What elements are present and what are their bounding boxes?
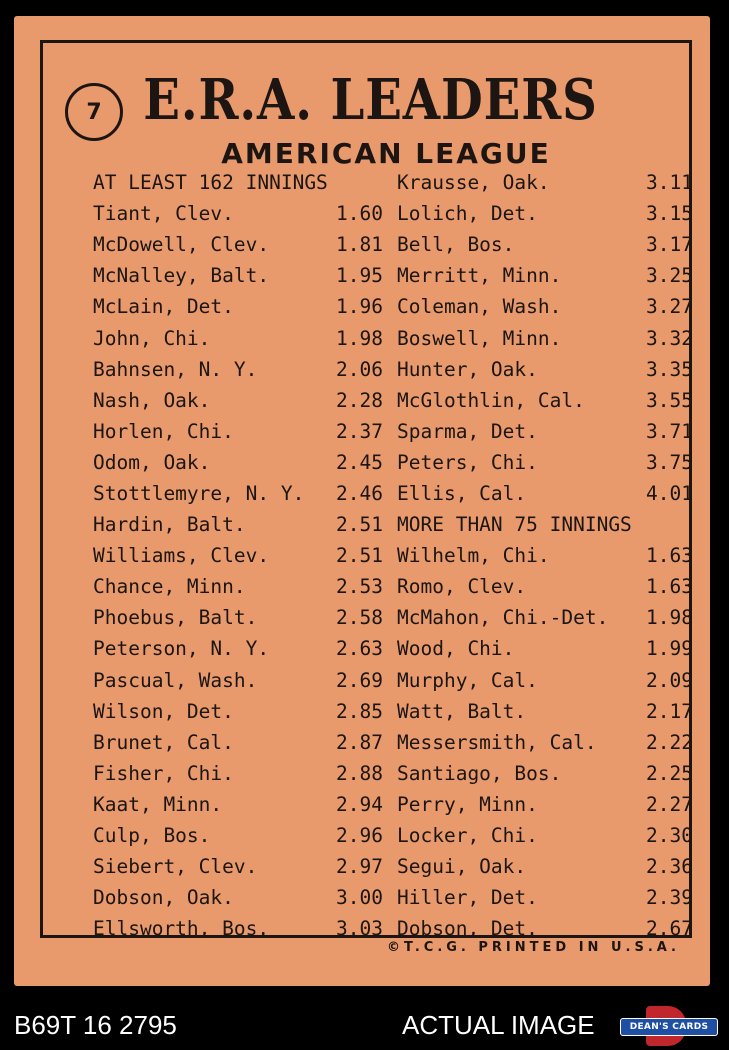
pitcher-name: Romo, Clev. bbox=[397, 575, 527, 599]
era-value: 1.95 bbox=[336, 264, 383, 288]
era-value: 2.69 bbox=[336, 668, 383, 692]
pitcher-era-row bbox=[93, 882, 383, 913]
pitcher-name: Wilson, Det. bbox=[93, 699, 234, 723]
pitcher-era-row bbox=[93, 198, 383, 229]
pitcher-era-row bbox=[93, 851, 383, 882]
pitcher-name: Santiago, Bos. bbox=[397, 761, 562, 785]
pitcher-era-row bbox=[397, 291, 693, 322]
era-value: 2.51 bbox=[336, 544, 383, 568]
pitcher-era-row bbox=[93, 229, 383, 260]
pitcher-name: Dobson, Det. bbox=[397, 917, 538, 941]
era-value: 3.11 bbox=[646, 171, 693, 195]
era-value: 2.88 bbox=[336, 761, 383, 785]
era-value: 2.45 bbox=[336, 450, 383, 474]
pitcher-name: Messersmith, Cal. bbox=[397, 730, 597, 754]
era-value: 2.85 bbox=[336, 699, 383, 723]
deans-cards-logo bbox=[620, 1006, 716, 1046]
pitcher-era-row bbox=[93, 913, 383, 944]
pitcher-name: Hiller, Det. bbox=[397, 886, 538, 910]
pitcher-era-row bbox=[397, 416, 693, 447]
era-value: 3.15 bbox=[646, 202, 693, 226]
pitcher-era-row bbox=[93, 665, 383, 696]
card-title: E.R.A. LEADERS bbox=[143, 67, 598, 133]
era-value: 2.27 bbox=[646, 792, 693, 816]
era-value: 3.55 bbox=[646, 388, 693, 412]
pitcher-era-row bbox=[93, 571, 383, 602]
era-value: 2.87 bbox=[336, 730, 383, 754]
league-subtitle: AMERICAN LEAGUE bbox=[221, 137, 551, 170]
pitcher-name: Tiant, Clev. bbox=[93, 202, 234, 226]
pitcher-era-row bbox=[397, 540, 693, 571]
pitcher-era-row bbox=[397, 447, 693, 478]
logo-wordmark: DEAN'S CARDS bbox=[620, 1018, 718, 1036]
pitcher-era-row bbox=[93, 820, 383, 851]
pitcher-era-row bbox=[397, 602, 693, 633]
pitcher-name: Siebert, Clev. bbox=[93, 855, 258, 879]
pitcher-era-row bbox=[93, 322, 383, 353]
era-value: 1.60 bbox=[336, 202, 383, 226]
era-value: 2.58 bbox=[336, 606, 383, 630]
pitcher-name: Peterson, N. Y. bbox=[93, 637, 270, 661]
pitcher-name: Ellis, Cal. bbox=[397, 481, 527, 505]
card-border-frame bbox=[40, 40, 693, 941]
pitcher-name: Horlen, Chi. bbox=[93, 419, 234, 443]
era-value: 1.63 bbox=[646, 544, 693, 568]
pitcher-name: Segui, Oak. bbox=[397, 855, 527, 879]
pitcher-name: Hardin, Balt. bbox=[93, 513, 246, 537]
pitcher-era-row bbox=[397, 385, 693, 416]
pitcher-name: Ellsworth, Bos. bbox=[93, 917, 270, 941]
era-value: 1.98 bbox=[336, 326, 383, 350]
pitcher-name: Merritt, Minn. bbox=[397, 264, 562, 288]
pitcher-era-row bbox=[397, 167, 693, 198]
era-value: 2.53 bbox=[336, 575, 383, 599]
pitcher-era-row bbox=[93, 727, 383, 758]
left-stats-column bbox=[93, 167, 383, 944]
pitcher-era-row bbox=[93, 696, 383, 727]
era-value: 2.30 bbox=[646, 824, 693, 848]
era-value: 2.97 bbox=[336, 855, 383, 879]
pitcher-name: Wood, Chi. bbox=[397, 637, 515, 661]
pitcher-name: Fisher, Chi. bbox=[93, 761, 234, 785]
pitcher-name: Lolich, Det. bbox=[397, 202, 538, 226]
card-code-label: B69T 16 2795 bbox=[14, 1010, 177, 1040]
section-header-162-innings: AT LEAST 162 INNINGS bbox=[93, 171, 328, 195]
pitcher-name: McGlothlin, Cal. bbox=[397, 388, 585, 412]
pitcher-era-row bbox=[397, 851, 693, 882]
pitcher-era-row bbox=[397, 260, 693, 291]
pitcher-era-row bbox=[93, 758, 383, 789]
pitcher-name: Bahnsen, N. Y. bbox=[93, 357, 258, 381]
section-header-75-innings: MORE THAN 75 INNINGS bbox=[397, 513, 632, 537]
actual-image-label: ACTUAL IMAGE bbox=[402, 1010, 595, 1040]
pitcher-era-row bbox=[93, 478, 383, 509]
pitcher-name: Culp, Bos. bbox=[93, 824, 211, 848]
pitcher-name: Odom, Oak. bbox=[93, 450, 211, 474]
pitcher-era-row bbox=[93, 354, 383, 385]
pitcher-era-row bbox=[397, 758, 693, 789]
pitcher-era-row bbox=[93, 385, 383, 416]
pitcher-name: Locker, Chi. bbox=[397, 824, 538, 848]
era-value: 3.27 bbox=[646, 295, 693, 319]
pitcher-era-row bbox=[93, 509, 383, 540]
pitcher-era-row bbox=[397, 727, 693, 758]
pitcher-era-row bbox=[397, 633, 693, 664]
pitcher-era-row bbox=[397, 229, 693, 260]
era-value: 3.03 bbox=[336, 917, 383, 941]
era-value: 2.09 bbox=[646, 668, 693, 692]
era-value: 4.01 bbox=[646, 481, 693, 505]
pitcher-name: Coleman, Wash. bbox=[397, 295, 562, 319]
pitcher-name: John, Chi. bbox=[93, 326, 211, 350]
pitcher-name: Pascual, Wash. bbox=[93, 668, 258, 692]
pitcher-name: Brunet, Cal. bbox=[93, 730, 234, 754]
pitcher-name: McNalley, Balt. bbox=[93, 264, 270, 288]
pitcher-era-row bbox=[93, 416, 383, 447]
pitcher-name: Wilhelm, Chi. bbox=[397, 544, 550, 568]
era-value: 1.99 bbox=[646, 637, 693, 661]
copyright-line: ©T.C.G. PRINTED IN U.S.A. bbox=[386, 940, 680, 955]
pitcher-name: Hunter, Oak. bbox=[397, 357, 538, 381]
pitcher-name: Kaat, Minn. bbox=[93, 792, 223, 816]
pitcher-era-row bbox=[397, 198, 693, 229]
pitcher-era-row bbox=[397, 354, 693, 385]
pitcher-name: McLain, Det. bbox=[93, 295, 234, 319]
pitcher-name: Phoebus, Balt. bbox=[93, 606, 258, 630]
era-value: 2.37 bbox=[336, 419, 383, 443]
era-value: 3.25 bbox=[646, 264, 693, 288]
era-value: 2.67 bbox=[646, 917, 693, 941]
pitcher-name: Perry, Minn. bbox=[397, 792, 538, 816]
era-value: 3.00 bbox=[336, 886, 383, 910]
era-value: 3.17 bbox=[646, 233, 693, 257]
pitcher-era-row bbox=[397, 696, 693, 727]
pitcher-name: Boswell, Minn. bbox=[397, 326, 562, 350]
pitcher-name: McMahon, Chi.-Det. bbox=[397, 606, 609, 630]
pitcher-name: Sparma, Det. bbox=[397, 419, 538, 443]
pitcher-era-row bbox=[397, 665, 693, 696]
pitcher-era-row bbox=[93, 789, 383, 820]
pitcher-name: Murphy, Cal. bbox=[397, 668, 538, 692]
pitcher-name: Chance, Minn. bbox=[93, 575, 246, 599]
era-value: 3.35 bbox=[646, 357, 693, 381]
pitcher-era-row bbox=[397, 322, 693, 353]
pitcher-name: Williams, Clev. bbox=[93, 544, 270, 568]
era-value: 1.96 bbox=[336, 295, 383, 319]
era-value: 1.63 bbox=[646, 575, 693, 599]
pitcher-era-row bbox=[93, 291, 383, 322]
pitcher-name: Watt, Balt. bbox=[397, 699, 527, 723]
era-value: 2.39 bbox=[646, 886, 693, 910]
era-value: 1.98 bbox=[646, 606, 693, 630]
era-value: 2.28 bbox=[336, 388, 383, 412]
baseball-card-back bbox=[14, 16, 710, 986]
era-value: 2.06 bbox=[336, 357, 383, 381]
pitcher-era-row bbox=[93, 447, 383, 478]
pitcher-name: Krausse, Oak. bbox=[397, 171, 550, 195]
pitcher-era-row bbox=[93, 602, 383, 633]
pitcher-era-row bbox=[93, 633, 383, 664]
pitcher-era-row bbox=[397, 820, 693, 851]
pitcher-era-row bbox=[397, 571, 693, 602]
era-value: 2.51 bbox=[336, 513, 383, 537]
pitcher-era-row bbox=[397, 882, 693, 913]
pitcher-name: Nash, Oak. bbox=[93, 388, 211, 412]
era-value: 3.71 bbox=[646, 419, 693, 443]
pitcher-name: McDowell, Clev. bbox=[93, 233, 270, 257]
era-value: 2.46 bbox=[336, 481, 383, 505]
pitcher-name: Bell, Bos. bbox=[397, 233, 515, 257]
pitcher-era-row bbox=[397, 789, 693, 820]
pitcher-name: Peters, Chi. bbox=[397, 450, 538, 474]
era-value: 2.96 bbox=[336, 824, 383, 848]
era-value: 2.22 bbox=[646, 730, 693, 754]
era-value: 2.17 bbox=[646, 699, 693, 723]
era-value: 1.81 bbox=[336, 233, 383, 257]
right-stats-column bbox=[397, 167, 693, 944]
card-number-badge: 7 bbox=[65, 83, 123, 141]
era-value: 2.36 bbox=[646, 855, 693, 879]
era-value: 2.63 bbox=[336, 637, 383, 661]
pitcher-era-row bbox=[93, 260, 383, 291]
era-value: 2.94 bbox=[336, 792, 383, 816]
pitcher-era-row bbox=[93, 540, 383, 571]
era-value: 3.75 bbox=[646, 450, 693, 474]
pitcher-name: Dobson, Oak. bbox=[93, 886, 234, 910]
era-value: 3.32 bbox=[646, 326, 693, 350]
pitcher-name: Stottlemyre, N. Y. bbox=[93, 481, 305, 505]
pitcher-era-row bbox=[397, 478, 693, 509]
era-value: 2.25 bbox=[646, 761, 693, 785]
